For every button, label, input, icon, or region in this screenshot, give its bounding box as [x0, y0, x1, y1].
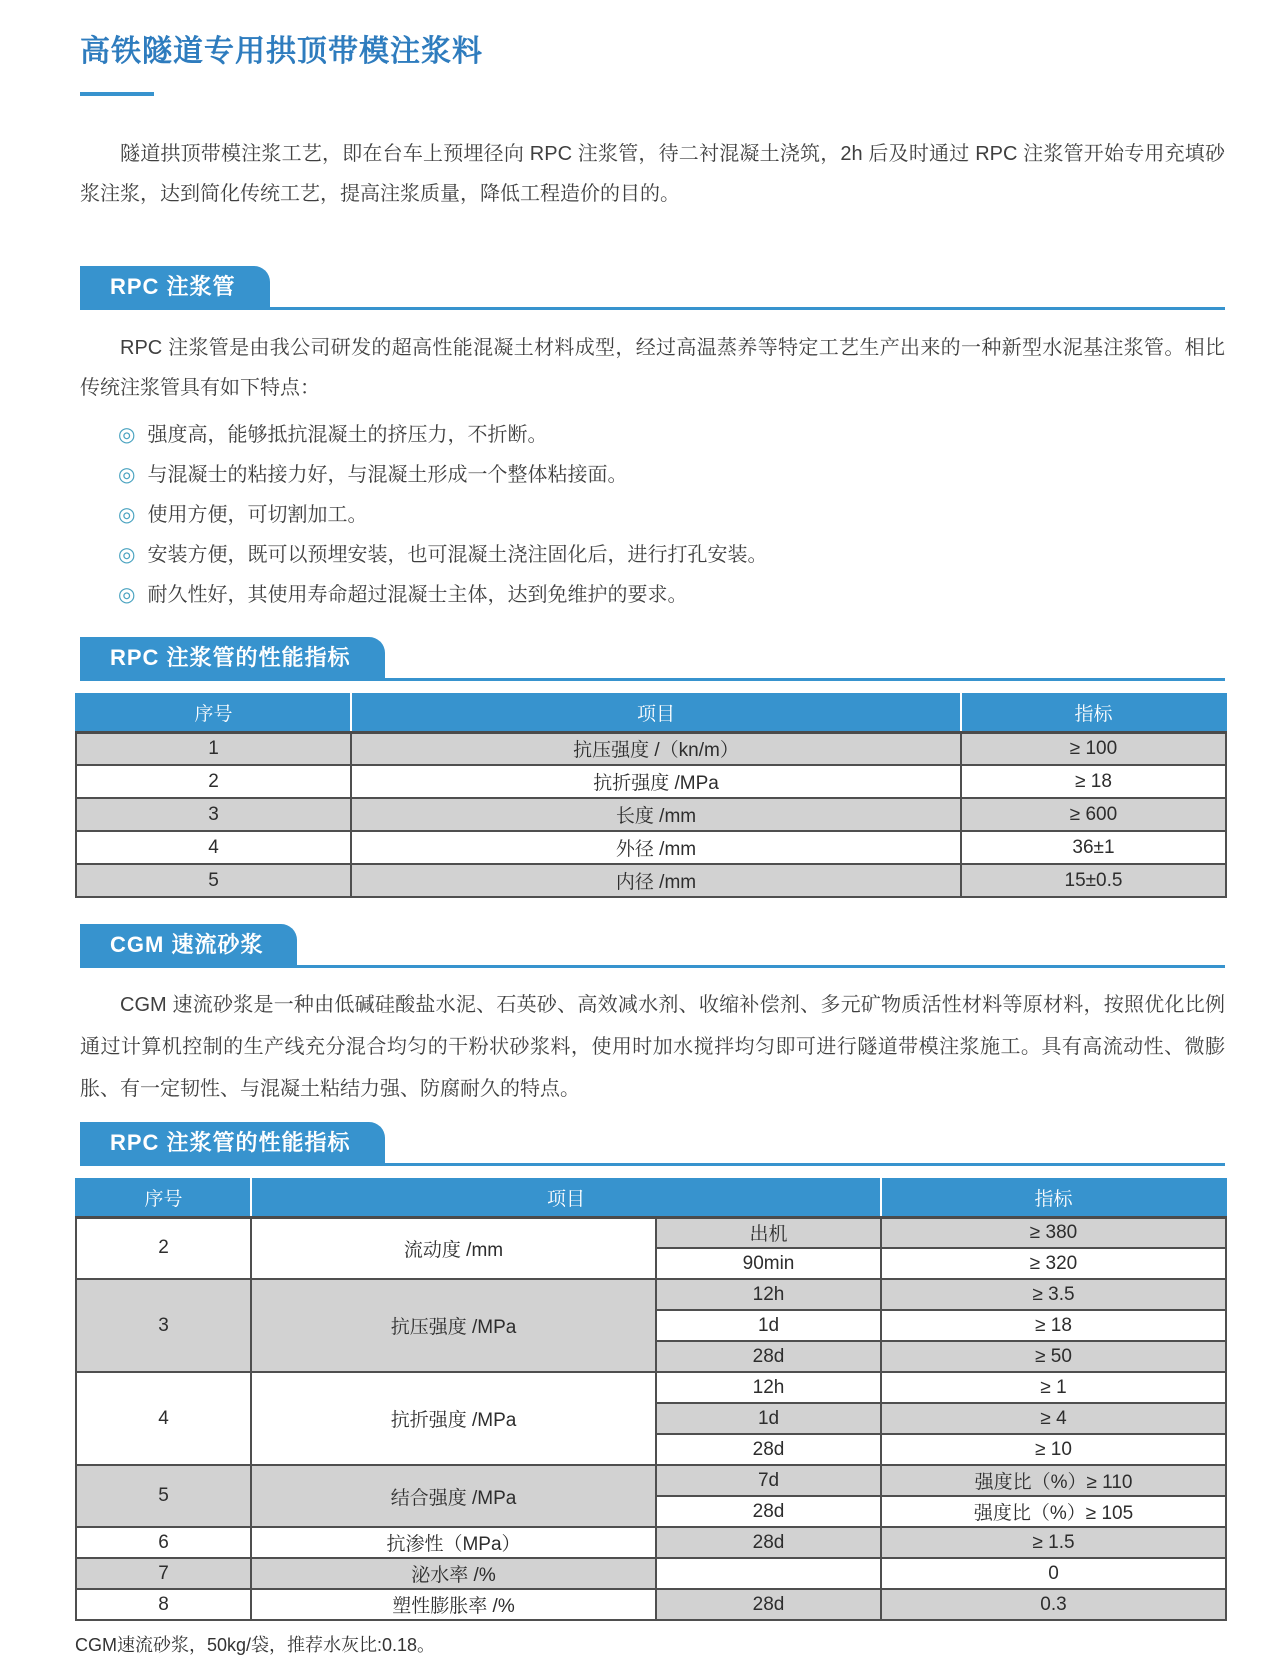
value-cell: ≥ 1	[881, 1372, 1226, 1403]
section-rpc-table-header	[80, 637, 1225, 681]
ring-bullet-icon: ◎	[118, 504, 136, 526]
value-cell: ≥ 3.5	[881, 1279, 1226, 1310]
cgm-paragraph: CGM 速流砂浆是一种由低碱硅酸盐水泥、石英砂、高效减水剂、收缩补偿剂、多元矿物质活性材料等原材料，按照优化比例通过计算机控制的生产线充分混合均匀的干粉状砂浆料，使用时加水搅拌均匀即可进行隧道带模注浆施工。具有高流动性、微膨胀、有一定韧性、与混凝土粘结力强、防腐耐久的特点。	[80, 994, 1225, 1100]
feature-item-5	[118, 580, 1225, 611]
no-cell: 8	[76, 1589, 251, 1620]
no-cell: 5	[76, 1465, 251, 1527]
value-cell: 强度比（%）≥ 105	[881, 1496, 1226, 1527]
no-cell: 5	[76, 864, 351, 897]
section-cgm-table-header	[80, 1122, 1225, 1166]
time-cell: 28d	[656, 1434, 881, 1465]
section-tabline	[80, 924, 1225, 968]
value-cell: ≥ 18	[881, 1310, 1226, 1341]
table-row	[76, 864, 1226, 897]
column-header-value: 指标	[881, 1179, 1226, 1217]
item-cell: 抗折强度 /MPa	[251, 1372, 656, 1465]
item-cell: 外径 /mm	[351, 831, 961, 864]
feature-text: 与混凝士的粘接力好，与混凝土形成一个整体粘接面。	[147, 464, 628, 486]
time-cell: 28d	[656, 1496, 881, 1527]
table-row	[76, 1527, 1226, 1558]
value-cell: 0.3	[881, 1589, 1226, 1620]
time-cell: 28d	[656, 1589, 881, 1620]
section-tab-rpc-table: RPC 注浆管的性能指标	[80, 637, 385, 678]
section-tab-cgm: CGM 速流砂浆	[80, 924, 297, 965]
table-row	[76, 1279, 1226, 1310]
value-cell: 36±1	[961, 831, 1226, 864]
value-cell: ≥ 600	[961, 798, 1226, 831]
time-cell: 1d	[656, 1403, 881, 1434]
footnote: CGM速流砂浆，50kg/袋，推荐水灰比:0.18。	[75, 1635, 436, 1655]
no-cell: 2	[76, 1217, 251, 1279]
no-cell: 3	[76, 1279, 251, 1372]
no-cell: 4	[76, 831, 351, 864]
ring-bullet-icon: ◎	[118, 584, 136, 606]
section-tabline	[80, 637, 1225, 681]
value-cell: ≥ 10	[881, 1434, 1226, 1465]
value-cell: ≥ 320	[881, 1248, 1226, 1279]
ring-bullet-icon: ◎	[118, 464, 136, 486]
page-title: 高铁隧道专用拱顶带模注浆料	[80, 35, 483, 68]
rpc-feature-list	[80, 420, 1225, 611]
rpc-pipe-paragraph: RPC 注浆管是由我公司研发的超高性能混凝土材料成型，经过高温蒸养等特定工艺生产出来的一种新型水泥基注浆管。相比传统注浆管具有如下特点：	[80, 337, 1225, 399]
no-cell: 7	[76, 1558, 251, 1589]
item-cell: 内径 /mm	[351, 864, 961, 897]
cgm-spec-table	[75, 1178, 1227, 1621]
column-header-no: 序号	[76, 694, 351, 732]
time-cell: 12h	[656, 1279, 881, 1310]
ring-bullet-icon: ◎	[118, 544, 136, 566]
item-cell: 抗折强度 /MPa	[351, 765, 961, 798]
feature-item-3	[118, 500, 1225, 531]
no-cell: 6	[76, 1527, 251, 1558]
feature-text: 强度高，能够抵抗混凝土的挤压力，不折断。	[147, 424, 548, 446]
feature-text: 耐久性好，其使用寿命超过混凝士主体，达到免维护的要求。	[147, 584, 688, 606]
title-underline	[80, 92, 154, 96]
rpc-spec-table	[75, 693, 1227, 898]
no-cell: 3	[76, 798, 351, 831]
no-cell: 2	[76, 765, 351, 798]
section-tabline	[80, 1122, 1225, 1166]
time-cell	[656, 1558, 881, 1589]
table-row	[76, 831, 1226, 864]
value-cell: ≥ 4	[881, 1403, 1226, 1434]
column-header-no: 序号	[76, 1179, 251, 1217]
section-tab-cgm-table: RPC 注浆管的性能指标	[80, 1122, 385, 1163]
table-row	[76, 1558, 1226, 1589]
item-cell: 塑性膨胀率 /%	[251, 1589, 656, 1620]
feature-item-4	[118, 540, 1225, 571]
time-cell: 90min	[656, 1248, 881, 1279]
item-cell: 流动度 /mm	[251, 1217, 656, 1279]
section-tabline	[80, 266, 1225, 310]
rpc-spec-table-body	[76, 732, 1226, 897]
feature-item-2	[118, 460, 1225, 491]
value-cell: 0	[881, 1558, 1226, 1589]
item-cell: 长度 /mm	[351, 798, 961, 831]
value-cell: 强度比（%）≥ 110	[881, 1465, 1226, 1496]
table-row	[76, 1465, 1226, 1496]
value-cell: ≥ 380	[881, 1217, 1226, 1248]
ring-bullet-icon: ◎	[118, 424, 136, 446]
value-cell: ≥ 100	[961, 732, 1226, 765]
value-cell: ≥ 50	[881, 1341, 1226, 1372]
time-cell: 1d	[656, 1310, 881, 1341]
value-cell: ≥ 18	[961, 765, 1226, 798]
table-header-row	[76, 1179, 1226, 1217]
feature-item-1	[118, 420, 1225, 451]
time-cell: 28d	[656, 1341, 881, 1372]
no-cell: 4	[76, 1372, 251, 1465]
feature-text: 安装方便，既可以预埋安装，也可混凝土浇注固化后，进行打孔安装。	[147, 544, 768, 566]
section-tab-rpc-pipe: RPC 注浆管	[80, 266, 270, 307]
table-row	[76, 798, 1226, 831]
table-row	[76, 1589, 1226, 1620]
item-cell: 抗渗性（MPa）	[251, 1527, 656, 1558]
table-row	[76, 732, 1226, 765]
column-header-item: 项目	[251, 1179, 881, 1217]
time-cell: 出机	[656, 1217, 881, 1248]
item-cell: 抗压强度 /（kn/m）	[351, 732, 961, 765]
item-cell: 结合强度 /MPa	[251, 1465, 656, 1527]
no-cell: 1	[76, 732, 351, 765]
time-cell: 12h	[656, 1372, 881, 1403]
column-header-item: 项目	[351, 694, 961, 732]
item-cell: 泌水率 /%	[251, 1558, 656, 1589]
feature-text: 使用方便，可切割加工。	[147, 504, 368, 526]
table-header-row	[76, 694, 1226, 732]
intro-paragraph: 隧道拱顶带模注浆工艺，即在台车上预埋径向 RPC 注浆管，待二衬混凝土浇筑，2h 后及时通过 RPC 注浆管开始专用充填砂浆注浆，达到简化传统工艺，提高注浆质量，降低工程造价的目的。	[80, 143, 1225, 205]
time-cell: 7d	[656, 1465, 881, 1496]
time-cell: 28d	[656, 1527, 881, 1558]
cgm-spec-table-body	[76, 1217, 1226, 1620]
column-header-value: 指标	[961, 694, 1226, 732]
section-rpc-pipe-header	[80, 266, 1225, 310]
section-cgm-header	[80, 924, 1225, 968]
table-row	[76, 1217, 1226, 1248]
value-cell: 15±0.5	[961, 864, 1226, 897]
table-row	[76, 1372, 1226, 1403]
table-row	[76, 765, 1226, 798]
value-cell: ≥ 1.5	[881, 1527, 1226, 1558]
item-cell: 抗压强度 /MPa	[251, 1279, 656, 1372]
